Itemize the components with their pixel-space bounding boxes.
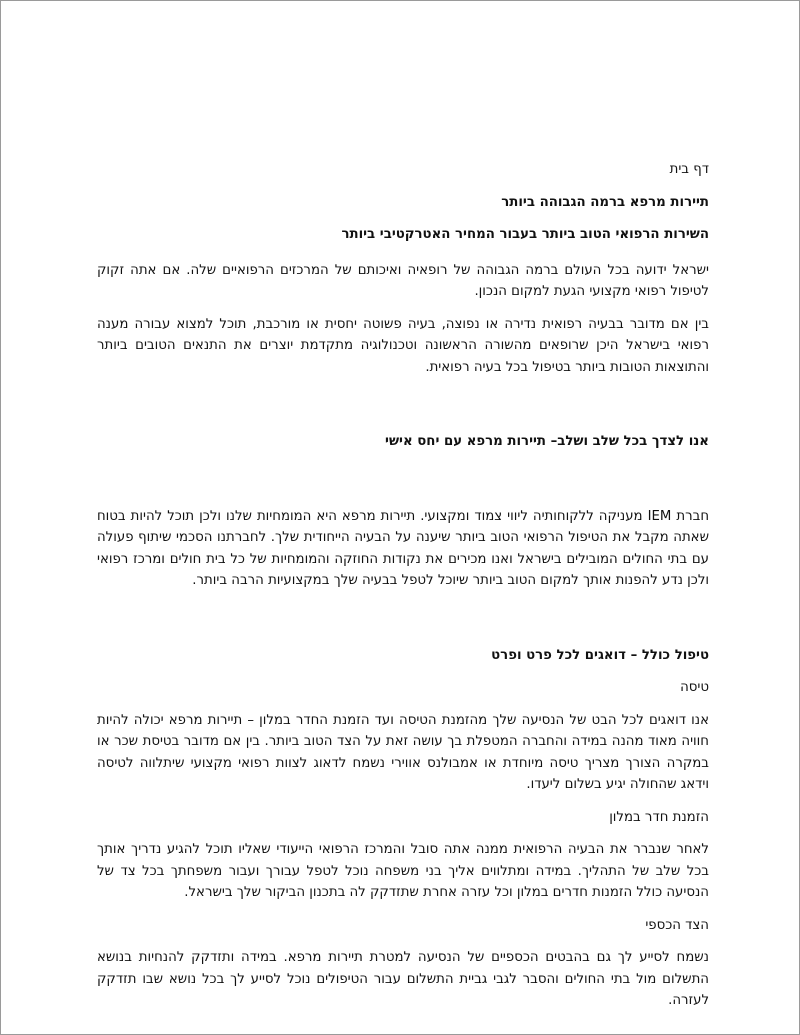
- subheading-flight: טיסה: [680, 680, 709, 695]
- section-heading-comprehensive: טיפול כולל – דואגים לכל פרט ופרט: [491, 647, 709, 663]
- page-subtitle: השירות הרפואי הטוב ביותר בעבור המחיר האטרקטיבי ביותר: [341, 227, 709, 242]
- document-body: [97, 159, 709, 1012]
- section-paragraph-personal: חברת IEM מעניקה ללקוחותיה ליווי צמוד ומקצועי. תיירות מרפא היא המומחיות שלנו ולכן תוכל להיות בטוח שאתה מקבל את הטיפול הרפואי הטוב ביותר שיענה על הבעיה הייחודית שלך. לחברתנו הסכמי שיתוף פעולה עם בתי החולים המובילים בישראל ואנו מכירים את נקודות החוזקה והמומחיות של כל בית חולים ומרכז רפואי ולכן נדע להפנות אותך למקום הטוב ביותר שיוכל לטפל בבעיה שלך במקצועיות הרבה ביותר.: [97, 508, 710, 588]
- paragraph-finance: נשמח לסייע לך גם בהבטים הכספיים של הנסיעה למטרת תיירות מרפא. במידה ותזדקק להנחיות בנושא התשלום מול בתי החולים והסבר לגבי גביית התשלום עבור הטיפולים נוכל לסייע לך בכל נושא שבו תזדקק לעזרה.: [97, 950, 709, 1008]
- intro-paragraph-1: ישראל ידועה בכל העולם ברמה הגבוהה של רופאיה ואיכותם של המרכזים הרפואיים שלה. אם אתה זקוק לטיפול רפואי מקצועי הגעת למקום הנכון.: [97, 262, 709, 299]
- breadcrumb: דף בית: [669, 162, 709, 177]
- section-heading-personal: אנו לצדך בכל שלב ושלב– תיירות מרפא עם יחס אישי: [385, 434, 709, 449]
- paragraph-flight: אנו דואגים לכל הבט של הנסיעה שלך מהזמנת הטיסה ועד הזמנת החדר במלון – תיירות מרפא יכולה להיות חוויה מאוד מהנה במידה והחברה המטפלת בך עושה זאת על הצד הטוב ביותר. בין אם מדובר בטיסת שכר או במקרה הצורך מצריך טיסה מיוחדת או אמבולנס אווירי נשמח לדאוג לצוות רפואי מקצועי שיתלווה לטיסה וידאג שהחולה יגיע בשלום ליעדו.: [97, 712, 709, 792]
- subheading-hotel: הזמנת חדר במלון: [609, 809, 709, 825]
- subheading-finance: הצד הכספי: [645, 917, 709, 933]
- intro-paragraph-2: בין אם מדובר בבעיה רפואית נדירה או נפוצה, בעיה פשוטה יחסית או מורכבת, תוכל למצוא עבורה מענה רפואי בישראל היכן שרופאים מהשורה הראשונה וטכנולוגיה מתקדמת יוצרים את התנאים הטובים ביותר והתוצאות הטובות ביותר בטיפול בכל בעיה רפואית.: [97, 316, 709, 375]
- paragraph-hotel: לאחר שנברר את הבעיה הרפואית ממנה אתה סובל והמרכז הרפואי הייעודי שאליו תוכל להגיע נדריך אותך בכל שלב של התהליך. במידה ומתלווים אליך בני משפחה נוכל לטפל עבורך ועבור משפחתך בכל צד של הנסיעה כולל הזמנות חדרים במלון וכל עזרה אחרת שתזדקק לה בתכנון הביקור שלך בישראל.: [97, 842, 709, 900]
- page-title: תיירות מרפא ברמה הגבוהה ביותר: [501, 194, 709, 210]
